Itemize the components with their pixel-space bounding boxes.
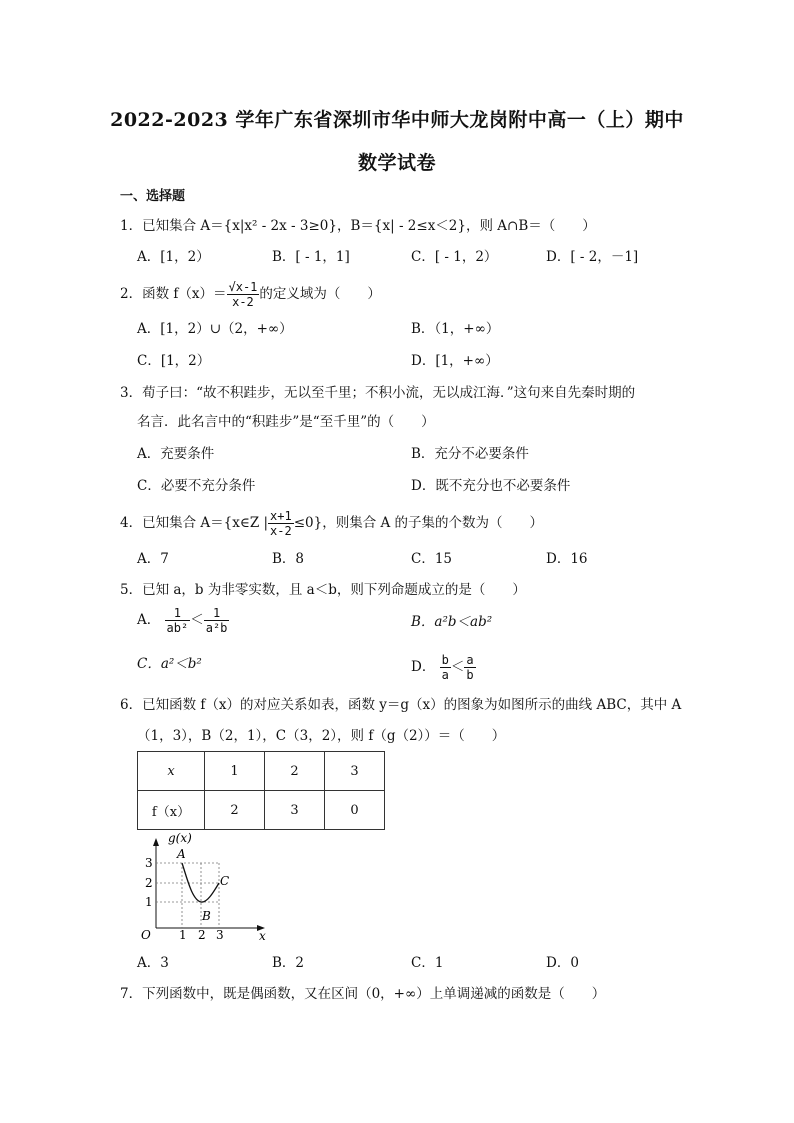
question-5: 5．已知 a，b 为非零实数，且 a＜b，则下列命题成立的是（ ） [120, 582, 526, 598]
section-heading: 一、选择题 [120, 189, 186, 204]
table-cell: 2 [205, 791, 265, 830]
q6-option-b: B．2 [272, 955, 305, 971]
q5-option-b: B．a²b＜ab² [411, 614, 493, 630]
q5-option-a: A． $\frac{1}{\text{ab²}}$ ＜ $\frac{1}{\text{a²b}}$ [137, 606, 228, 635]
y-tick-1: 1 [145, 895, 153, 909]
q2-denominator: x-2 [232, 295, 254, 309]
question-7: 7．下列函数中，既是偶函数，又在区间（0，+∞）上单调递减的函数是（ ） [120, 986, 606, 1002]
q2-prefix: 2．函数 f（x）＝ [120, 286, 227, 302]
q1-option-c: C．[ - 1，2） [411, 249, 498, 265]
x-tick-3: 3 [216, 928, 224, 940]
question-2 [120, 280, 381, 309]
q5-d-d2: b [466, 668, 474, 682]
x-axis-label: x [259, 929, 266, 940]
table-row [138, 752, 385, 791]
q3-option-c: C．必要不充分条件 [137, 478, 256, 494]
q5-a-d1: ab² [166, 621, 189, 635]
q5-option-d: D． $\frac{b}{a}$ ＜ $\frac{a}{b}$ [411, 653, 474, 682]
question-3-line2: 名言．此名言中的“积跬步”是“至千里”的（ ） [137, 414, 435, 430]
q4-prefix: 4．已知集合 A＝{x∈Z | [120, 515, 269, 531]
q5-a-n2: 1 [204, 606, 230, 621]
question-6-line2: （1，3），B（2，1），C（3，2），则 f（g（2））＝（ ） [137, 728, 506, 744]
q2-option-c: C．[1，2） [137, 353, 211, 369]
q5-option-a-label: A． [137, 612, 161, 628]
gx-graph [135, 828, 275, 940]
q5-d-frac-right [464, 653, 475, 682]
y-axis-label: g(x) [168, 831, 192, 845]
table-row [138, 791, 385, 830]
q2-suffix: 的定义域为（ ） [259, 286, 381, 302]
question-4 [120, 509, 543, 538]
q5-d-d1: a [441, 668, 449, 682]
exam-title-line2: 数学试卷 [357, 152, 436, 174]
question-3-line1: 3．荀子曰：“故不积跬步，无以至千里；不积小流，无以成江海．”这句来自先秦时期的 [120, 385, 636, 401]
q5-a-frac-right [204, 606, 230, 635]
table-cell: f（x） [138, 791, 205, 830]
question-1: 1．已知集合 A＝{x|x² - 2x - 3≥0}，B＝{x| - 2≤x＜2}，则 A∩B＝（ ） [120, 218, 596, 234]
q4-numerator: x+1 [270, 509, 292, 523]
function-table [137, 751, 385, 830]
table-cell: 0 [325, 791, 385, 830]
x-tick-2: 2 [198, 928, 206, 940]
q2-option-a: A．[1，2）∪（2，+∞） [137, 321, 293, 337]
q5-option-d-label: D． [411, 659, 436, 675]
curve-abc [182, 863, 219, 902]
y-tick-3: 3 [145, 856, 153, 870]
q4-option-c: C．15 [411, 551, 453, 567]
q4-fraction [268, 509, 294, 538]
table-cell: x [138, 752, 205, 791]
exam-title-line1: 2022-2023 学年广东省深圳市华中师大龙岗附中高一（上）期中 [110, 109, 684, 131]
q6-option-d: D．0 [546, 955, 579, 971]
q2-numerator: √x-1 [228, 280, 258, 294]
q4-option-a: A．7 [137, 551, 169, 567]
q1-option-a: A．[1，2） [137, 249, 210, 265]
q5-a-n1: 1 [165, 606, 191, 621]
q4-option-d: D．16 [546, 551, 588, 567]
q6-option-c: C．1 [411, 955, 444, 971]
q5-option-c: C．a²＜b² [137, 656, 202, 672]
q5-a-frac-left [165, 606, 191, 635]
q2-fraction [227, 280, 260, 309]
q3-option-d: D．既不充分也不必要条件 [411, 478, 571, 494]
point-c-label: C [220, 874, 230, 888]
origin-label: O [141, 928, 151, 940]
table-cell: 3 [265, 791, 325, 830]
q2-option-d: D．[1，+∞） [411, 353, 499, 369]
q5-d-n2: a [466, 653, 474, 667]
y-axis-arrow [153, 838, 159, 846]
q2-option-b: B．（1，+∞） [411, 321, 500, 337]
table-cell: 1 [205, 752, 265, 791]
q1-option-b: B．[ - 1，1] [272, 249, 350, 265]
table-cell: 3 [325, 752, 385, 791]
y-tick-2: 2 [145, 876, 153, 890]
q5-d-n1: b [441, 653, 449, 667]
question-6-line1: 6．已知函数 f（x）的对应关系如表，函数 y＝g（x）的图象为如图所示的曲线 ABC，其中 A [120, 697, 682, 713]
point-b-label: B [202, 909, 211, 923]
x-tick-1: 1 [179, 928, 187, 940]
q3-option-b: B．充分不必要条件 [411, 446, 529, 462]
q5-d-frac-left [440, 653, 451, 682]
q4-option-b: B．8 [272, 551, 305, 567]
point-a-label: A [177, 847, 186, 861]
q4-suffix: ≤0}，则集合 A 的子集的个数为（ ） [293, 515, 544, 531]
q6-option-a: A．3 [137, 955, 169, 971]
q1-option-d: D．[ - 2，－1] [546, 249, 639, 265]
q3-option-a: A．充要条件 [137, 446, 215, 462]
q5-a-d2: a²b [205, 621, 228, 635]
table-cell: 2 [265, 752, 325, 791]
q4-denominator: x-2 [270, 524, 292, 538]
